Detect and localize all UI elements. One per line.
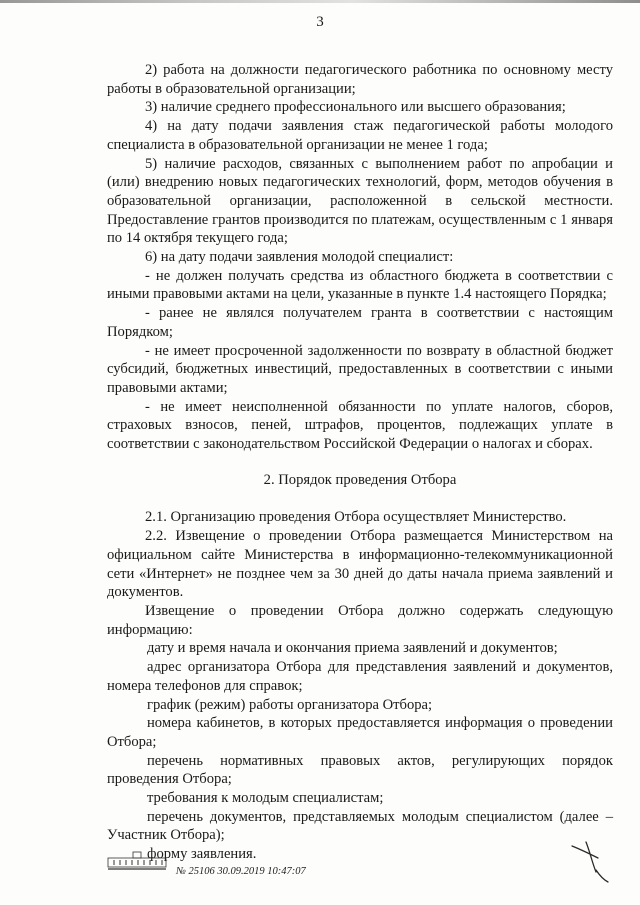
paragraph: перечень документов, представляемых молодым специалистом (далее – Участник Отбора); <box>107 808 613 844</box>
handwritten-mark-icon <box>568 836 612 884</box>
paragraph: требования к молодым специалистам; <box>147 790 384 807</box>
paragraph: 5) наличие расходов, связанных с выполнением работ по апробации и (или) внедрению новых педагогических технологий, форм, методов обучения в образовательной организации, расположенной в сельской местности. Предоставление грантов производится по платежам, осуществленным с 1 января по 14 октября текущего года; <box>107 155 613 247</box>
paragraph: график (режим) работы организатора Отбора; <box>147 696 433 713</box>
paragraph: адрес организатора Отбора для представления заявлений и документов, номера телефонов для справок; <box>107 659 613 694</box>
paragraph: 2.2. Извещение о проведении Отбора размещается Министерством на официальном сайте Министерства в информационно-телекоммуникационной сети «Интернет» не позднее чем за 30 дней до даты начала приема заявлений и документов. <box>107 528 613 601</box>
document-body <box>107 61 613 864</box>
paragraph: 3) наличие среднего профессионального или высшего образования; <box>145 99 566 116</box>
paragraph: 4) на дату подачи заявления стаж педагогической работы молодого специалиста в образовательной организации не менее 1 года; <box>107 118 613 153</box>
footer-registry-stamp-icon <box>106 850 168 872</box>
paragraph: дату и время начала и окончания приема заявлений и документов; <box>147 640 558 657</box>
paragraph: номера кабинетов, в которых предоставляется информация о проведении Отбора; <box>107 715 613 750</box>
paragraph: перечень нормативных правовых актов, регулирующих порядок проведения Отбора; <box>107 752 613 788</box>
footer-document-number: № 25106 30.09.2019 10:47:07 <box>176 866 306 877</box>
paragraph: - ранее не являлся получателем гранта в соответствии с настоящим Порядком; <box>107 305 613 340</box>
paragraph: - не имеет просроченной задолженности по возврату в областной бюджет субсидий, бюджетных инвестиций, предоставленных в соответствии с иными правовыми актами; <box>107 342 613 396</box>
page-number: 3 <box>316 14 324 30</box>
paragraph: Извещение о проведении Отбора должно содержать следующую информацию: <box>107 602 613 638</box>
paragraph: 6) на дату подачи заявления молодой специалист: <box>145 249 454 266</box>
paragraph: 2) работа на должности педагогического работника по основному месту работы в образовательной организации; <box>107 62 613 97</box>
paragraph: - не должен получать средства из областного бюджета в соответствии с иными правовыми актами на цели, указанные в пункте 1.4 настоящего Порядка; <box>107 267 613 303</box>
section-heading: 2. Порядок проведения Отбора <box>263 471 457 488</box>
paragraph: 2.1. Организацию проведения Отбора осуществляет Министерство. <box>145 509 567 526</box>
paragraph: - не имеет неисполненной обязанности по уплате налогов, сборов, страховых взносов, пеней, штрафов, процентов, подлежащих уплате в соответствии с законодательством Российской Федерации о налогах и сборах. <box>107 398 613 453</box>
scan-edge-line <box>0 0 640 3</box>
paragraph: форму заявления. <box>147 846 257 863</box>
